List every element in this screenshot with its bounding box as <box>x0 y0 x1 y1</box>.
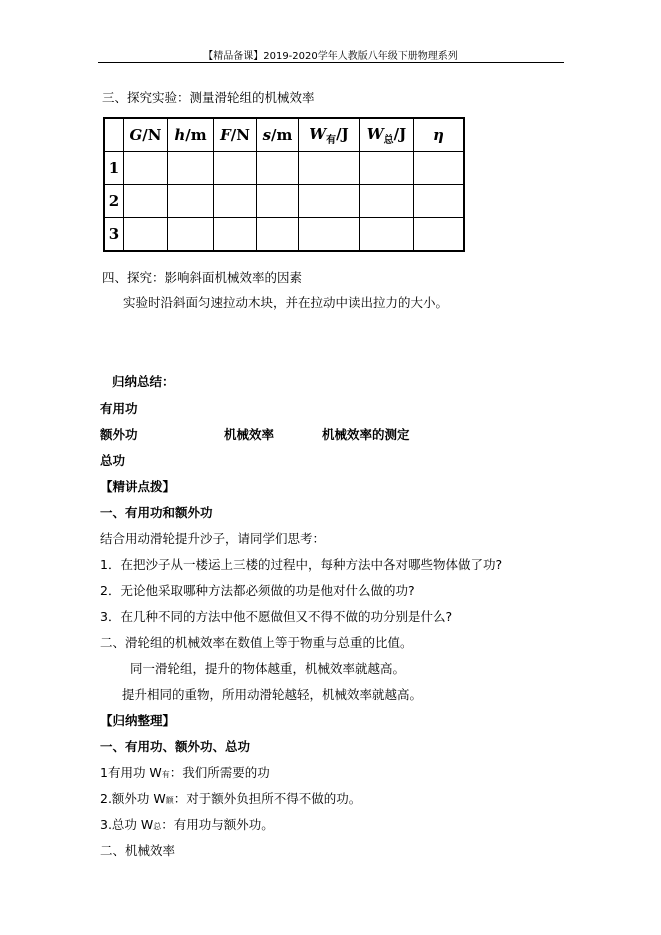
table-cell[interactable] <box>299 152 360 185</box>
table-cell[interactable] <box>360 218 414 252</box>
table-cell[interactable] <box>214 152 257 185</box>
table-header-g: G/N <box>124 118 168 152</box>
organize-sub2: 二、机械效率 <box>100 843 176 858</box>
table-cell[interactable] <box>168 185 214 218</box>
table-cell[interactable] <box>414 185 465 218</box>
explain-sub2: 二、滑轮组的机械效率在数值上等于物重与总重的比值。 <box>100 635 413 650</box>
explain-point-2: 提升相同的重物，所用动滑轮越轻，机械效率就越高。 <box>122 687 423 702</box>
explain-question-1: 1．在把沙子从一楼运上三楼的过程中，每种方法中各对哪些物体做了功? <box>100 557 503 572</box>
table-cell[interactable] <box>214 218 257 252</box>
table-cell[interactable] <box>257 185 299 218</box>
table-cell[interactable] <box>124 152 168 185</box>
table-header-w-useful: $W_有/J$ <box>299 118 360 152</box>
explain-intro: 结合用动滑轮提升沙子，请同学们思考： <box>100 531 326 546</box>
page-header: 【精品备课】2019-2020学年人教版八年级下册物理系列 <box>203 51 458 62</box>
table-cell[interactable] <box>168 218 214 252</box>
explain-title: 【精讲点拨】 <box>100 479 176 494</box>
table-row <box>104 152 464 185</box>
table-row <box>104 185 464 218</box>
table-cell[interactable] <box>257 152 299 185</box>
organize-item-3: 3.总功 W总：有用功与额外功。 <box>100 817 274 832</box>
table-cell[interactable] <box>124 218 168 252</box>
table-cell[interactable] <box>124 185 168 218</box>
table-cell[interactable] <box>299 185 360 218</box>
summary-measure: 机械效率的测定 <box>322 427 410 442</box>
table-cell[interactable] <box>414 152 465 185</box>
organize-sub1: 一、有用功、额外功、总功 <box>100 739 251 754</box>
table-row <box>104 218 464 252</box>
experiment-table <box>103 117 465 252</box>
explain-question-2: 2．无论他采取哪种方法都必须做的功是他对什么做的功? <box>100 583 415 598</box>
header-rule <box>98 62 564 63</box>
table-header-w-total: $W_总/J$ <box>360 118 414 152</box>
explain-point-1: 同一滑轮组，提升的物体越重，机械效率就越高。 <box>130 661 406 676</box>
explain-sub1: 一、有用功和额外功 <box>100 505 213 520</box>
table-row-number: 1 <box>104 152 124 185</box>
table-header-eta: η <box>414 118 465 152</box>
explain-question-3: 3．在几种不同的方法中他不愿做但又不得不做的功分别是什么? <box>100 609 453 624</box>
table-cell[interactable] <box>299 218 360 252</box>
table-header-s: s/m <box>257 118 299 152</box>
summary-efficiency: 机械效率 <box>224 427 275 442</box>
summary-extra-work: 额外功 <box>100 427 138 442</box>
table-cell[interactable] <box>360 185 414 218</box>
table-cell[interactable] <box>360 152 414 185</box>
table-cell[interactable] <box>168 152 214 185</box>
table-cell[interactable] <box>257 218 299 252</box>
summary-useful-work: 有用功 <box>100 401 138 416</box>
summary-total-work: 总功 <box>100 453 126 468</box>
section4-title: 四、探究：影响斜面机械效率的因素 <box>102 270 303 285</box>
table-cell[interactable] <box>214 185 257 218</box>
table-header-f: F/N <box>214 118 257 152</box>
table-header-blank <box>104 118 124 152</box>
table-row-number: 3 <box>104 218 124 252</box>
summary-title: 归纳总结： <box>112 374 175 389</box>
table-header-row <box>104 118 464 152</box>
table-row-number: 2 <box>104 185 124 218</box>
section4-body: 实验时沿斜面匀速拉动木块，并在拉动中读出拉力的大小。 <box>123 295 449 310</box>
organize-item-2: 2.额外功 W额：对于额外负担所不得不做的功。 <box>100 791 362 806</box>
organize-item-1: 1有用功 W有：我们所需要的功 <box>100 765 270 780</box>
table-cell[interactable] <box>414 218 465 252</box>
section3-title: 三、探究实验：测量滑轮组的机械效率 <box>102 90 315 105</box>
organize-title: 【归纳整理】 <box>100 713 176 728</box>
table-header-h: h/m <box>168 118 214 152</box>
